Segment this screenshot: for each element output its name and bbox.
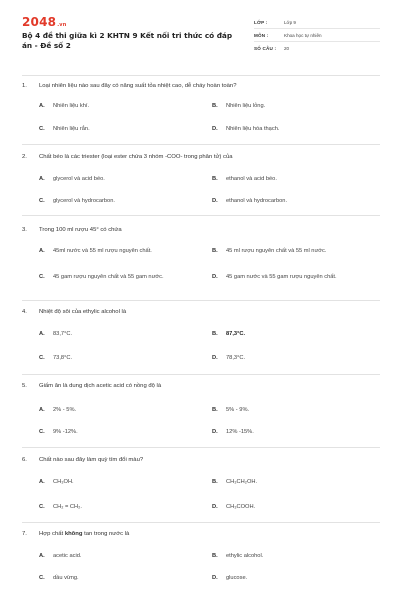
option-c[interactable] bbox=[39, 428, 193, 436]
option-c[interactable] bbox=[39, 267, 171, 287]
option-letter: B. bbox=[212, 103, 218, 109]
option-c[interactable] bbox=[39, 197, 193, 205]
option-a[interactable] bbox=[39, 406, 193, 414]
question-text: Chất nào sau đây làm quỳ tím đổi màu? bbox=[39, 457, 144, 463]
option-letter: B. bbox=[212, 407, 218, 413]
option-a[interactable] bbox=[39, 552, 193, 560]
option-a[interactable] bbox=[39, 247, 213, 255]
option-b[interactable] bbox=[212, 406, 366, 414]
option-b[interactable] bbox=[212, 330, 366, 338]
option-letter: D. bbox=[212, 575, 218, 581]
option-b[interactable] bbox=[212, 175, 366, 183]
option-c[interactable] bbox=[39, 574, 193, 582]
option-text: ethanol và hydrocarbon. bbox=[226, 198, 288, 204]
option-text: CH₃OH. bbox=[53, 479, 74, 485]
meta-value-class: Lớp 9 bbox=[284, 19, 296, 25]
option-text: glycerol và acid béo. bbox=[53, 176, 105, 182]
option-d[interactable] bbox=[212, 354, 366, 362]
option-a[interactable] bbox=[39, 175, 193, 183]
option-text: 78,3°C. bbox=[226, 355, 246, 361]
option-letter: D. bbox=[212, 274, 218, 280]
option-text: CH₃COOH. bbox=[226, 504, 256, 510]
option-text: glucose. bbox=[226, 575, 248, 581]
question-7 bbox=[22, 530, 380, 581]
option-letter: A. bbox=[39, 176, 45, 182]
question-number: 7. bbox=[22, 531, 27, 537]
option-d[interactable] bbox=[212, 428, 366, 436]
option-c[interactable] bbox=[39, 125, 193, 133]
meta-label-subject: MÔN : bbox=[254, 32, 269, 38]
question-text-emphasis: không bbox=[64, 531, 83, 537]
meta-value-subject: Khoa học tự nhiên bbox=[284, 32, 322, 38]
option-text: 45 gam rượu nguyên chất và 55 gam nước. bbox=[53, 274, 164, 280]
option-letter: C. bbox=[39, 429, 45, 435]
option-text: glycerol và hydrocarbon. bbox=[53, 198, 115, 204]
option-letter: A. bbox=[39, 331, 45, 337]
divider bbox=[22, 374, 380, 375]
option-letter: A. bbox=[39, 103, 45, 109]
option-text: Nhiên liệu rắn. bbox=[53, 126, 90, 132]
question-text bbox=[39, 530, 129, 538]
meta-value-count: 20 bbox=[284, 46, 290, 51]
option-letter: B. bbox=[212, 479, 218, 485]
option-b[interactable] bbox=[212, 478, 366, 486]
option-letter: C. bbox=[39, 126, 45, 132]
option-text: 45ml nước và 55 ml rượu nguyên chất. bbox=[53, 248, 152, 254]
option-b[interactable] bbox=[212, 552, 366, 560]
option-letter: A. bbox=[39, 553, 45, 559]
question-number: 1. bbox=[22, 83, 27, 89]
option-letter: C. bbox=[39, 575, 45, 581]
question-number: 3. bbox=[22, 227, 27, 233]
divider bbox=[22, 447, 380, 448]
option-text: ethanol và acid béo. bbox=[226, 176, 277, 182]
meta-row-count bbox=[254, 42, 380, 55]
question-text-part: tan trong nước là bbox=[84, 531, 130, 537]
meta-row-subject bbox=[254, 29, 380, 42]
option-text: 9% -12%. bbox=[53, 429, 78, 435]
option-a[interactable] bbox=[39, 330, 193, 338]
option-text: 87,3°C. bbox=[226, 331, 246, 337]
divider bbox=[22, 215, 380, 216]
question-1 bbox=[22, 82, 380, 132]
option-letter: C. bbox=[39, 274, 45, 280]
option-text: 2% - 5%. bbox=[53, 407, 77, 413]
option-d[interactable] bbox=[212, 197, 366, 205]
option-letter: B. bbox=[212, 248, 218, 254]
option-letter: D. bbox=[212, 126, 218, 132]
site-logo[interactable] bbox=[22, 15, 67, 29]
option-letter: D. bbox=[212, 504, 218, 510]
option-a[interactable] bbox=[39, 478, 193, 486]
option-letter: B. bbox=[212, 331, 218, 337]
exam-meta bbox=[254, 16, 380, 55]
page-title: Bộ 4 đề thi giữa kì 2 KHTN 9 Kết nối tri thức có đáp án - Đề số 2 bbox=[22, 31, 233, 50]
option-d[interactable] bbox=[212, 273, 394, 281]
divider bbox=[22, 522, 380, 523]
divider bbox=[22, 300, 380, 301]
question-number: 4. bbox=[22, 309, 27, 315]
option-letter: D. bbox=[212, 198, 218, 204]
option-text: 73,8°C. bbox=[53, 355, 73, 361]
option-c[interactable] bbox=[39, 503, 193, 511]
question-6 bbox=[22, 456, 380, 510]
logo-main: 2048 bbox=[22, 15, 57, 29]
question-text-part: Hợp chất bbox=[39, 531, 64, 537]
logo-sub: .vn bbox=[57, 22, 67, 28]
question-text: Trong 100 ml rượu 45° có chứa bbox=[39, 227, 122, 233]
question-number: 2. bbox=[22, 154, 27, 160]
option-text: Nhiên liệu lỏng. bbox=[226, 103, 266, 109]
option-letter: A. bbox=[39, 407, 45, 413]
option-text: dầu vừng. bbox=[53, 575, 79, 581]
option-letter: B. bbox=[212, 176, 218, 182]
option-a[interactable] bbox=[39, 102, 193, 110]
meta-label-class: LỚP : bbox=[254, 19, 268, 25]
question-text: Chất béo là các triester (loại ester chứa 3 nhóm -COO- trong phân tử) của bbox=[39, 154, 233, 160]
option-text: 45 gam nước và 55 gam rượu nguyên chất. bbox=[226, 274, 337, 280]
question-4 bbox=[22, 308, 380, 361]
option-text: CH₂ = CH₂. bbox=[53, 504, 82, 510]
option-letter: A. bbox=[39, 248, 45, 254]
option-text: CH₃CH₂OH. bbox=[226, 479, 258, 485]
question-2 bbox=[22, 153, 380, 204]
option-letter: B. bbox=[212, 553, 218, 559]
option-text: Nhiên liệu hóa thạch. bbox=[226, 126, 280, 132]
option-b[interactable] bbox=[212, 247, 386, 255]
meta-row-class bbox=[254, 16, 380, 29]
option-letter: C. bbox=[39, 504, 45, 510]
question-5 bbox=[22, 382, 380, 435]
option-d[interactable] bbox=[212, 503, 366, 511]
option-text: 83,7°C. bbox=[53, 331, 73, 337]
option-letter: A. bbox=[39, 479, 45, 485]
question-number: 6. bbox=[22, 457, 27, 463]
divider bbox=[22, 144, 380, 145]
option-b[interactable] bbox=[212, 102, 366, 110]
question-number: 5. bbox=[22, 383, 27, 389]
option-text: ethylic alcohol. bbox=[226, 553, 264, 559]
option-text: 12% -15%. bbox=[226, 429, 254, 435]
option-letter: D. bbox=[212, 429, 218, 435]
option-c[interactable] bbox=[39, 354, 193, 362]
question-text: Nhiệt độ sôi của ethylic alcohol là bbox=[39, 309, 127, 315]
option-d[interactable] bbox=[212, 125, 366, 133]
option-text: Nhiên liệu khí. bbox=[53, 103, 90, 109]
option-letter: D. bbox=[212, 355, 218, 361]
option-letter: C. bbox=[39, 355, 45, 361]
question-text: Giấm ăn là dung dịch acetic acid có nồng độ là bbox=[39, 383, 162, 389]
question-text: Loại nhiên liệu nào sau đây có năng suất tỏa nhiệt cao, dễ cháy hoàn toàn? bbox=[39, 83, 237, 89]
option-letter: C. bbox=[39, 198, 45, 204]
question-3 bbox=[22, 226, 380, 280]
option-d[interactable] bbox=[212, 574, 366, 582]
option-text: 45 ml rượu nguyên chất và 55 ml nước. bbox=[226, 248, 327, 254]
meta-label-count: SỐ CÂU : bbox=[254, 46, 277, 51]
option-text: acetic acid. bbox=[53, 553, 82, 559]
divider bbox=[22, 75, 380, 76]
option-text: 5% - 9%. bbox=[226, 407, 250, 413]
